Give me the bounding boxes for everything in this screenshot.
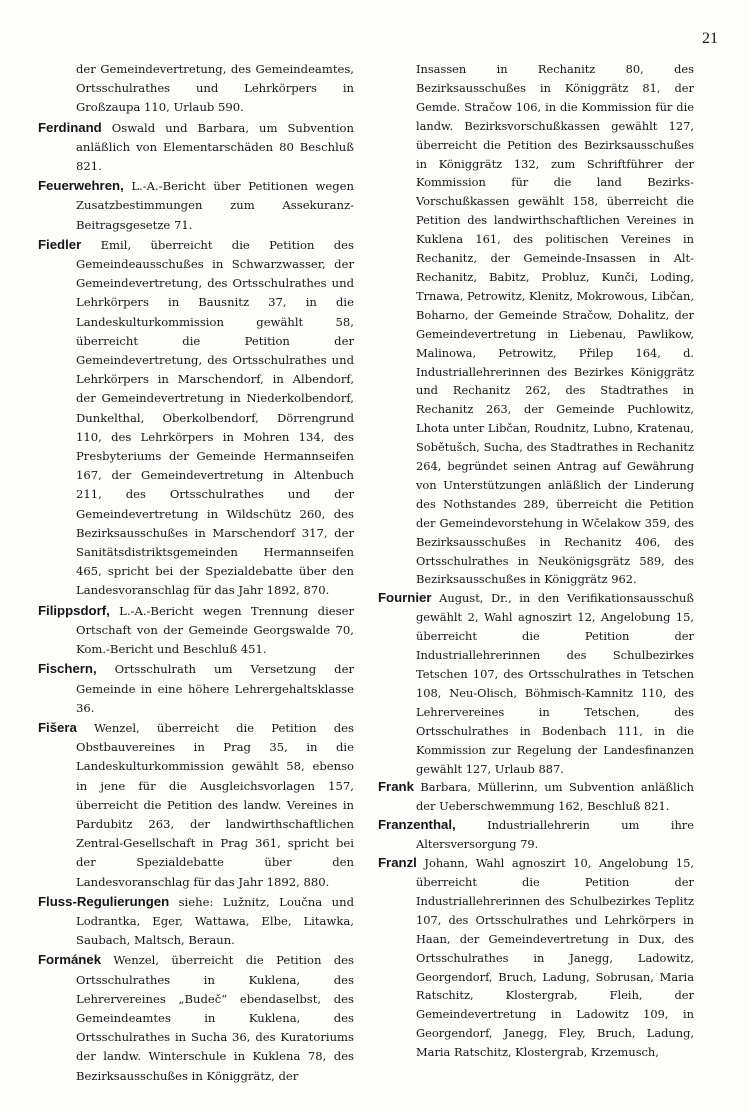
index-entry [378,854,694,1062]
entry-text: Johann, Wahl agnoszirt 10, Angelobung 15, überreicht die Petition der Industriallehrerinnen des Schulbezirkes Teplitz 107, des Ortsschulrathes und Lehrkörpers in Haan, der Gemeindevertretung in Dux, des Ortsschulrathes in Janegg, Ladowitz, Georgendorf, Bruch, Ladung, Sobrusan, Maria Ratschitz, Klostergrab, Fleih, der Gemeindevertretung in Ladowitz 109, in Georgendorf, Janegg, Fley, Bruch, Ladung, Maria Ratschitz, Klostergrab, Krzemusch, [416,856,694,1060]
entry-text: Industriallehrerin um ihre Altersversorgung 79. [416,818,694,852]
entry-headword: Fluss-Regulierungen [38,893,170,909]
right-column [378,60,694,1062]
index-entry [38,718,354,892]
entry-text: August, Dr., in den Verifikationsausschuß gewählt 2, Wahl agnoszirt 12, Angelobung 15, überreicht die Petition der Industriallehrerinnen des Schulbezirkes Tetschen 107, des Ortsschulrathes in Tetschen 108, Neu-Olisch, Böhmisch-Kamnitz 110, des Lehrervereines in Tetschen, des Ortsschulrathes in Bodenbach 111, in die Kommission zur Regelung der Landesfinanzen gewählt 127, Urlaub 887. [416,591,694,776]
entry-headword: Ferdinand [38,119,102,135]
index-entry [378,60,694,589]
entry-text: Oswald und Barbara, um Subvention anläßlich von Elementarschäden 80 Beschluß 821. [76,120,355,174]
entry-headword: Formánek [38,952,102,968]
index-entry [38,235,354,601]
index-entry [38,60,354,118]
entry-text: Barbara, Müllerinn, um Subvention anläßlich der Ueberschwemmung 162, Beschluß 821. [416,780,694,814]
entry-text: L.-A.-Bericht über Petitionen wegen Zusatzbestimmungen zum Assekuranz-Beitragsgesetze 71. [76,179,354,232]
entry-headword: Fišera [38,719,77,735]
index-entry [38,176,354,235]
entry-text: L.-A.-Bericht wegen Trennung dieser Ortschaft von der Gemeinde Georgswalde 70, Kom.-Bericht und Beschluß 451. [76,603,354,657]
index-entry [378,816,694,854]
entry-headword: Feuerwehren, [38,178,124,194]
entry-headword: Fiedler [38,236,82,252]
index-entry [38,601,354,660]
entry-headword: Franzl [378,855,417,871]
index-entry [38,950,354,1085]
entry-text: Wenzel, überreicht die Petition des Ortsschulrathes in Kuklena, des Lehrervereines „Budeč“ ebendaselbst, des Gemeindeamtes in Kuklena, des Ortsschulrathes in Sucha 36, des Kuratoriums der landw. Winterschule in Kuklena 78, des Bezirksausschußes in Königgrätz, der [76,953,354,1083]
entry-headword: Franzenthal, [378,817,456,833]
entry-text: Insassen in Rechanitz 80, des Bezirksausschußes in Königgrätz 81, der Gemde. Stračow 106, in die Kommission für die landw. Bezirksvorschußkassen gewählt 127, überreicht die Petition des Bezirksausschußes in Königgrätz 132, zum Schriftführer der Kommission für die land Bezirks-Vorschußkassen gewählt 158, überreicht die Petition des landwirthschaftlichen Vereines in Kuklena 161, des politischen Vereines in Rechanitz, der Gemeinde-Insassen in Alt-Rechanitz, Babitz, Probluz, Kunči, Loding, Trnawa, Petrowitz, Klenitz, Mokrowous, Libčan, Boharno, der Gemeinde Stračow, Dohalitz, der Gemeindevertretung in Liebenau, Pawlikow, Malinowa, Petrowitz, Přilep 164, d. Industriallehrerinnen des Bezirkes Königgrätz und Rechanitz 262, des Stadtrathes in Rechanitz 263, der Gemeinde Puchlowitz, Lhota unter Libčan, Roudnitz, Lubno, Kratenau, Sobětušch, Sucha, des Stadtrathes in Rechanitz 264, begründet seinen Antrag auf Gewährung von Unterstützungen anläßlich der Linderung des Nothstandes 289, überreicht die Petition der Gemeindevorstehung in Wčelakow 359, des Bezirksausschußes in Rechanitz 406, des Ortsschulrathes in Neukönigsgrätz 589, des Bezirksausschußes in Königgrätz 962. [416,62,695,587]
index-entry [378,589,694,778]
index-entry [38,892,354,951]
entry-headword: Frank [378,779,414,795]
index-entry [38,118,354,177]
index-entry [38,659,354,718]
entry-headword: Fournier [378,590,432,606]
entry-text: Ortsschulrath um Versetzung der Gemeinde in eine höhere Lehrergehaltsklasse 36. [76,662,354,715]
entry-text: der Gemeindevertretung, des Gemeindeamtes, Ortsschulrathes und Lehrkörpers in Großzaupa 110, Urlaub 590. [76,62,354,115]
entry-text: Emil, überreicht die Petition des Gemeindeausschußes in Schwarzwasser, der Gemeindevertretung, des Ortsschulrathes und Lehrkörpers in Bausnitz 37, in die Landeskulturkommission gewählt 58, überreicht die Petition der Gemeindevertretung, des Ortsschulrathes und Lehrkörpers in Marschendorf, in Albendorf, der Gemeindevertretung in Niederkolbendorf, Dunkelthal, Oberkolbendorf, Dörrengrund 110, des Lehrkörpers in Mohren 134, des Presbyteriums der Gemeinde Hermannseifen 167, der Gemeindevertretung in Altenbuch 211, des Ortsschulrathes und der Gemeindevertretung in Wildschütz 260, des Bezirksausschußes in Marschendorf 317, der Sanitätsdistriktsgemeinden Hermannseifen 465, spricht bei der Spezialdebatte über den Landesvoranschlag für das Jahr 1892, 870. [76,237,354,598]
page-number: 21 [702,30,718,47]
entry-headword: Filippsdorf, [38,602,110,618]
entry-text: Wenzel, überreicht die Petition des Obstbauvereines in Prag 35, in die Landeskulturkommission gewählt 58, ebenso in jene für die Ausgleichsvorlagen 157, überreicht die Petition des landw. Vereines in Pardubitz 263, der landwirthschaftlichen Zentral-Gesellschaft in Prag 361, spricht bei der Spezialdebatte über den Landesvoranschlag für das Jahr 1892, 880. [76,720,354,889]
entry-headword: Fischern, [38,661,97,677]
entry-text: siehe: Lužnitz, Loučna und Lodrantka, Eger, Wattawa, Elbe, Litawka, Saubach, Maltsch, Beraun. [76,894,354,948]
left-column [38,60,354,1086]
index-entry [378,778,694,816]
